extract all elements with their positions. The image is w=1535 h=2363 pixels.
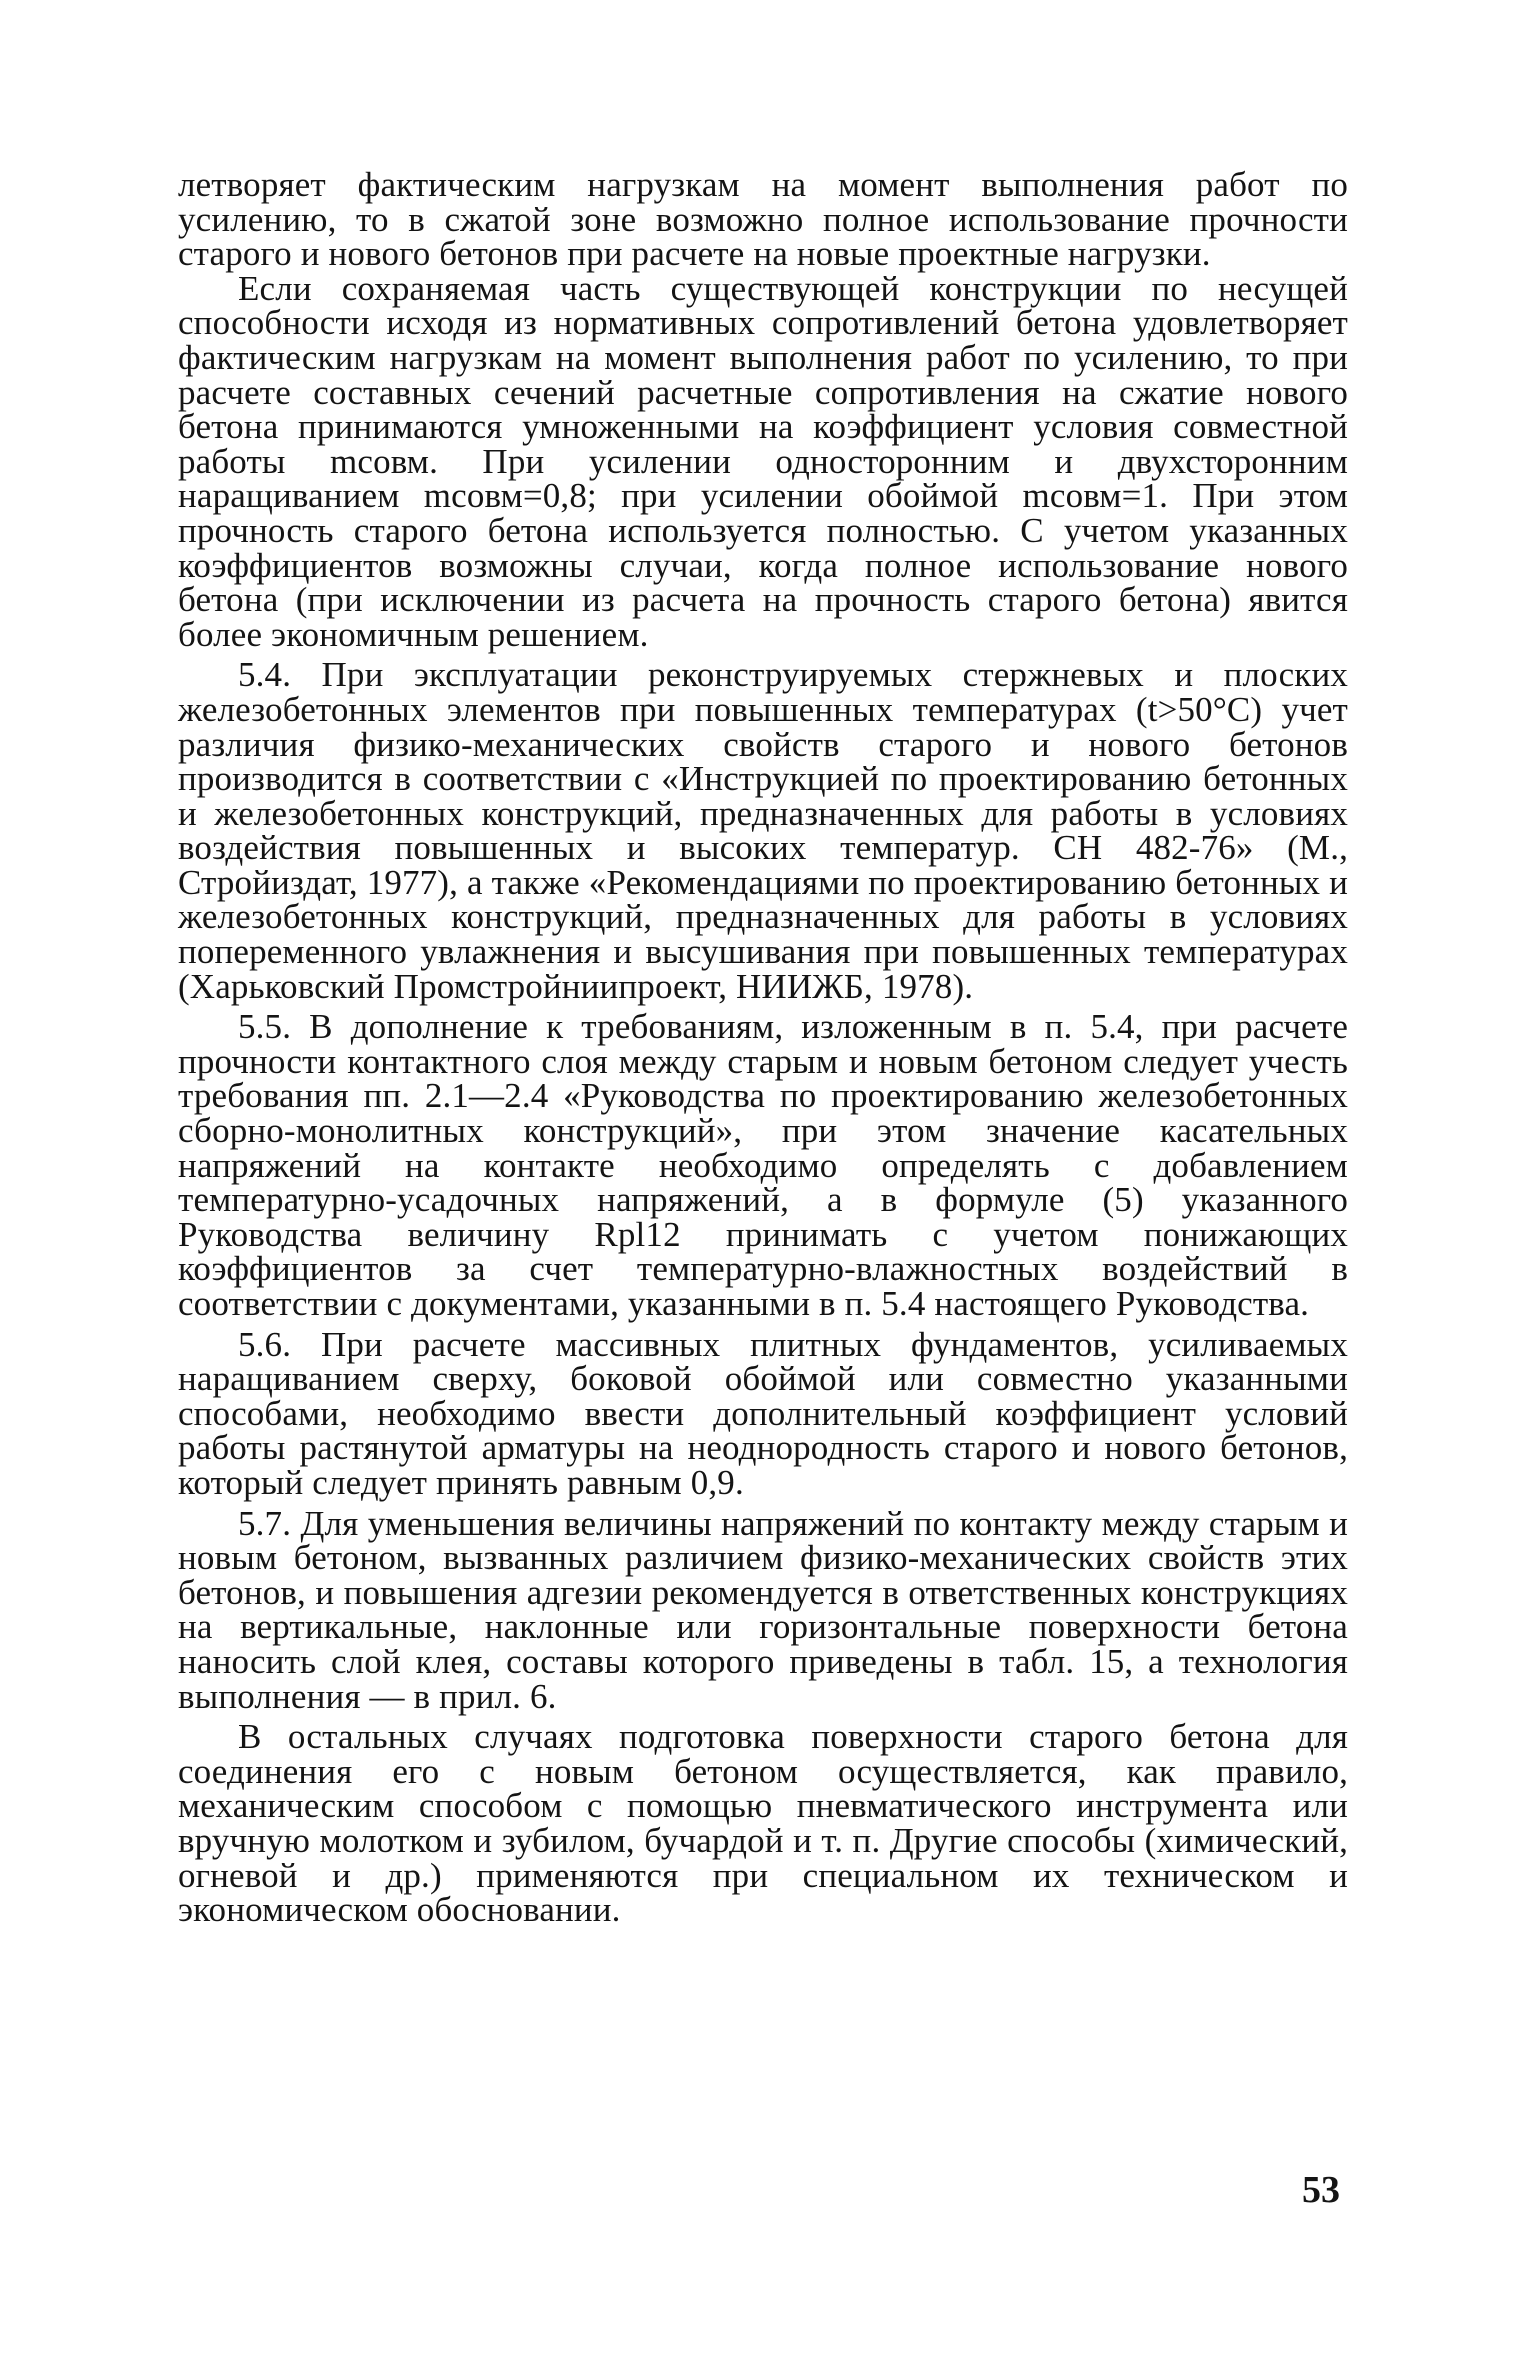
paragraph-5-5: 5.5. В дополнение к требованиям, изложенным в п. 5.4, при расчете прочности контактного слоя между старым и новым бетоном следует учесть требования пп. 2.1—2.4 «Руководства по проектированию железобетонных сборно-монолитных конструкций», при этом значение касательных напряжений на контакте необходимо определять с добавлением температурно-усадочных напряжений, а в формуле (5) указанного Руководства величину Rpl12 принимать с учетом понижающих коэффициентов за счет температурно-влажностных воздействий в соответствии с документами, указанными в п. 5.4 настоящего Руководства. [178, 1007, 1348, 1323]
paragraph-5-4: 5.4. При эксплуатации реконструируемых стержневых и плоских железобетонных элементов при повышенных температурах (t>50°C) учет различия физико-механических свойств старого и нового бетонов производится в соответствии с «Инструкцией по проектированию бетонных и железобетонных конструкций, предназначенных для работы в условиях воздействия повышенных и высоких температур. СН 482-76» (М., Стройиздат, 1977), а также «Рекомендациями по проектированию бетонных и железобетонных конструкций, предназначенных для работы в условиях попеременного увлажнения и высушивания при повышенных температурах (Харьковский Промстройниипроект, НИИЖБ, 1978). [178, 655, 1348, 1006]
paragraph-5-6: 5.6. При расчете массивных плитных фундаментов, усиливаемых наращиванием сверху, боковой обоймой или совместно указанными способами, необходимо ввести дополнительный коэффициент условий работы растянутой арматуры на неоднородность старого и нового бетонов, который следует принять равным 0,9. [178, 1324, 1348, 1502]
page-body [178, 165, 1348, 1930]
paragraph-continuation: летворяет фактическим нагрузкам на момент выполнения работ по усилению, то в сжатой зоне возможно полное использование прочности старого и нового бетонов при расчете на новые проектные нагрузки. [178, 165, 1348, 274]
page-number: 53 [1302, 2169, 1340, 2211]
paragraph-5-7: 5.7. Для уменьшения величины напряжений по контакту между старым и новым бетоном, вызванных различием физико-механических свойств этих бетонов, и повышения адгезии рекомендуется в ответственных конструкциях на вертикальные, наклонные или горизонтальные поверхности бетона наносить слой клея, составы которого приведены в табл. 15, а технология выполнения — в прил. 6. [178, 1503, 1348, 1716]
paragraph-coefficient: Если сохраняемая часть существующей конструкции по несущей способности исходя из нормативных сопротивлений бетона удовлетворяет фактическим нагрузкам на момент выполнения работ по усилению, то при расчете составных сечений расчетные сопротивления на сжатие нового бетона принимаются умноженными на коэффициент условия совместной работы mсовм. При усилении односторонним и двухсторонним наращиванием mсовм=0,8; при усилении обоймой mсовм=1. При этом прочность старого бетона используется полностью. С учетом указанных коэффициентов возможны случаи, когда полное использование нового бетона (при исключении из расчета на прочность старого бетона) явится более экономичным решением. [178, 268, 1348, 654]
paragraph-surface-preparation: В остальных случаях подготовка поверхности старого бетона для соединения его с новым бетоном осуществляется, как правило, механическим способом с помощью пневматического инструмента или вручную молотком и зубилом, бучардой и т. п. Другие способы (химический, огневой и др.) применяются при специальном их техническом и экономическом обосновании. [178, 1717, 1348, 1930]
